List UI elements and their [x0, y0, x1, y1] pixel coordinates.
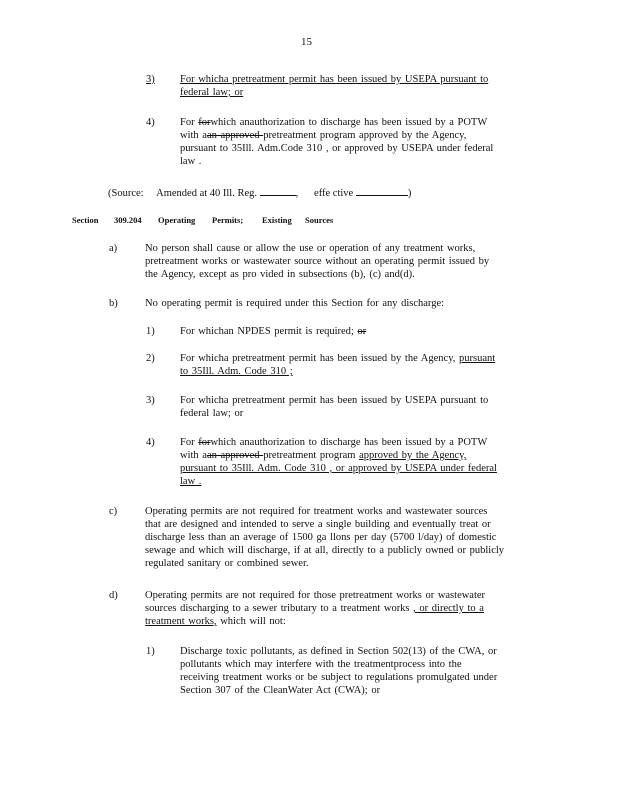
text-run: pretreatment program [263, 450, 360, 461]
text-line [180, 462, 497, 475]
text-run: Operating permits are not required for those pretreatment works or wastewater [145, 590, 486, 601]
inserted-text: treatment works, [145, 616, 217, 627]
paragraph-b-text: No operating permit is required under this Section for any discharge: [145, 298, 445, 309]
section-title-word: Sources [305, 215, 334, 225]
text-run: federal law; or [180, 408, 244, 419]
inserted-text: federal law; or [180, 87, 244, 98]
section-word: Section [72, 215, 99, 225]
text-line [180, 73, 488, 86]
item-number: 4) [146, 117, 155, 128]
text-line [180, 116, 493, 129]
text-line [180, 365, 495, 378]
text-run: sources discharging to a sewer tributary to a treatment works [145, 603, 414, 614]
deleted-text: an approved [206, 450, 264, 461]
section-title-word: Permits; [212, 215, 244, 225]
source-close: ) [407, 188, 412, 199]
text-run: For whicha pretreatment permit has been issued by the Agency, [180, 353, 460, 364]
inserted-text: to 35Ill. Adm. Code 310 ; [180, 366, 293, 377]
text-line [180, 86, 488, 99]
section-heading [0, 214, 618, 226]
text-run: with a [180, 450, 207, 461]
text-run: which will not: [216, 616, 286, 627]
text-run: For [180, 117, 199, 128]
item-number: 3) [146, 74, 155, 85]
deleted-text: or [357, 326, 367, 337]
blank-line [260, 195, 296, 196]
inserted-text: , or approved by USEPA under federal [325, 463, 497, 474]
paragraph-d-text [145, 589, 485, 628]
item-number: 1) [146, 646, 155, 657]
list-item-text [180, 352, 495, 378]
text-run: pursuant to 35Ill. Adm.Code 310 , or approved by USEPA under federal [180, 143, 494, 154]
text-line [180, 325, 366, 338]
text-line [180, 352, 495, 365]
text-line [180, 142, 493, 155]
section-title-word: Existing [262, 215, 292, 225]
blank-line [356, 195, 408, 196]
text-line [180, 155, 493, 168]
inserted-text: For whicha pretreatment permit has been issued by USEPA pursuant to [180, 74, 489, 85]
item-number: 4) [146, 437, 155, 448]
inserted-text: , or directly to a [413, 603, 484, 614]
text-run: For whicha pretreatment permit has been issued by USEPA pursuant to [180, 395, 489, 406]
text-line [145, 589, 485, 602]
text-line [180, 394, 488, 407]
source-note: (Source: Amended at 40 Ill. Reg. , effe ctive ) [108, 188, 412, 199]
text-line [145, 602, 485, 615]
inserted-text: pursuant [459, 353, 496, 364]
source-text: Amended at 40 Ill. Reg. [156, 188, 258, 199]
deleted-text: for [198, 437, 211, 448]
list-item-text [180, 73, 488, 99]
section-title-word: Operating [158, 215, 196, 225]
text-run: which anauthorization to discharge has been issued by a POTW [210, 437, 488, 448]
section-number: 309.204 [114, 215, 142, 225]
inserted-text: approved by the Agency, [359, 450, 467, 461]
paragraph-a-text: No person shall cause or allow the use or operation of any treatment works, pretreatment works or wastewater source without an operating permit issued by the Agency, except as pro vided in subsections (b), (c) and(d). [145, 243, 490, 280]
deleted-text: an approved [206, 130, 264, 141]
list-item-text [180, 394, 488, 420]
text-line [145, 615, 485, 628]
list-item-text [180, 116, 493, 168]
item-number: 3) [146, 395, 155, 406]
paragraph-c-text: Operating permits are not required for treatment works and wastewater sources that are designed and intended to serve a single building and eventually treat or discharge less than an average of 1500 ga llons per day (5700 l/day) of domestic sewage and which will discharge, if at all, directly to a publicly owned or publicly regulated sanitary or combined sewer. [145, 506, 505, 569]
text-run: For [180, 437, 199, 448]
text-line [180, 436, 497, 449]
paragraph-number: b) [109, 298, 118, 309]
item-number: 2) [146, 353, 155, 364]
text-run: with a [180, 130, 207, 141]
item-number: 1) [146, 326, 155, 337]
source-label: (Source: [108, 188, 144, 199]
paragraph-number: a) [109, 243, 118, 254]
text-line [180, 129, 493, 142]
text-run: pretreatment program approved by the Agency, [263, 130, 467, 141]
page-number: 15 [301, 36, 312, 48]
text-run: which anauthorization to discharge has been issued by a POTW [210, 117, 488, 128]
list-item-text [180, 436, 497, 488]
paragraph-number: d) [109, 590, 118, 601]
text-line [180, 475, 497, 488]
inserted-text: pursuant to 35Ill. Adm. Code 310 [180, 463, 326, 474]
paragraph-number: c) [109, 506, 118, 517]
text-line [180, 407, 488, 420]
list-item-text: Discharge toxic pollutants, as defined in Section 502(13) of the CWA, or pollutants which may interfere with the treatmentprocess into the receiving treatment works or be subject to regulations promulgated under Section 307 of the CleanWater Act (CWA); or [180, 646, 498, 696]
text-line [180, 449, 497, 462]
deleted-text: for [198, 117, 211, 128]
list-item-text [180, 325, 366, 338]
text-run: For whichan NPDES permit is required; [180, 326, 358, 337]
source-effective: effe ctive [314, 188, 354, 199]
inserted-text: law . [180, 476, 202, 487]
text-run: law . [180, 156, 202, 167]
